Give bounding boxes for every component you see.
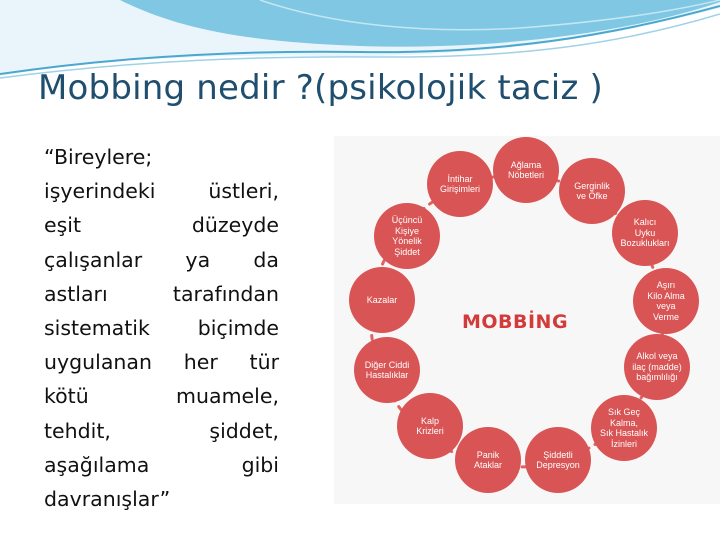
diagram-node-label: Üçüncü Kişiye Yönelik Şiddet <box>391 215 423 257</box>
diagram-node <box>493 137 559 203</box>
diagram-node-label: Kalp Krizleri <box>416 415 444 436</box>
definition-line: çalışanlar ya da <box>44 247 279 272</box>
diagram-node <box>455 427 521 493</box>
diagram-node <box>633 268 699 334</box>
definition-line: tehdit, şiddet, <box>44 418 279 443</box>
diagram-node <box>624 334 690 400</box>
diagram-node-label: Alkol veya ilaç (madde) bağımlılığı <box>632 351 682 383</box>
diagram-node <box>559 158 625 224</box>
diagram-node <box>525 427 591 493</box>
diagram-node <box>591 395 657 461</box>
definition-line: aşağılama gibi <box>44 452 279 477</box>
definition-line: “Bireylere; <box>44 145 153 169</box>
diagram-node <box>612 200 678 266</box>
diagram-node-label: İntihar Girişimleri <box>440 173 480 194</box>
diagram-node <box>427 151 493 217</box>
definition-line: uygulanan her tür <box>44 350 279 375</box>
definition-line: davranışlar” <box>44 487 171 512</box>
diagram-node-label: Gerginlik ve Öfke <box>574 180 610 201</box>
diagram-node-label: Sık Geç Kalma, Sık Hastalık İzinleri <box>599 407 648 449</box>
diagram-node <box>374 203 440 269</box>
diagram-node <box>354 337 420 403</box>
definition-line: astları tarafından <box>44 281 279 306</box>
diagram-node <box>349 267 415 333</box>
definition-line: işyerindeki üstleri, <box>44 179 279 204</box>
diagram-node-label: Panik Ataklar <box>473 449 502 470</box>
diagram-center-label: MOBBİNG <box>461 311 569 333</box>
definition-line: kötü muamele, <box>44 384 279 409</box>
diagram-node-label: Aşırı Kilo Alma veya Verme <box>647 280 685 322</box>
diagram-node-label: Kalıcı Uyku Bozuklukları <box>620 217 670 249</box>
slide-title: Mobbing nedir ?(psikolojik taciz ) <box>38 68 603 108</box>
diagram-node-label: Şiddetli Depresyon <box>536 449 580 470</box>
diagram-node-label: Diğer Ciddi Hastalıklar <box>364 359 410 380</box>
definition-line: eşit düzeyde <box>44 213 279 238</box>
diagram-node-label: Ağlama Nöbetleri <box>507 159 545 180</box>
definition-line: sistematik biçimde <box>44 316 279 341</box>
diagram-node <box>397 393 463 459</box>
diagram-node-label: Kazalar <box>366 294 398 305</box>
